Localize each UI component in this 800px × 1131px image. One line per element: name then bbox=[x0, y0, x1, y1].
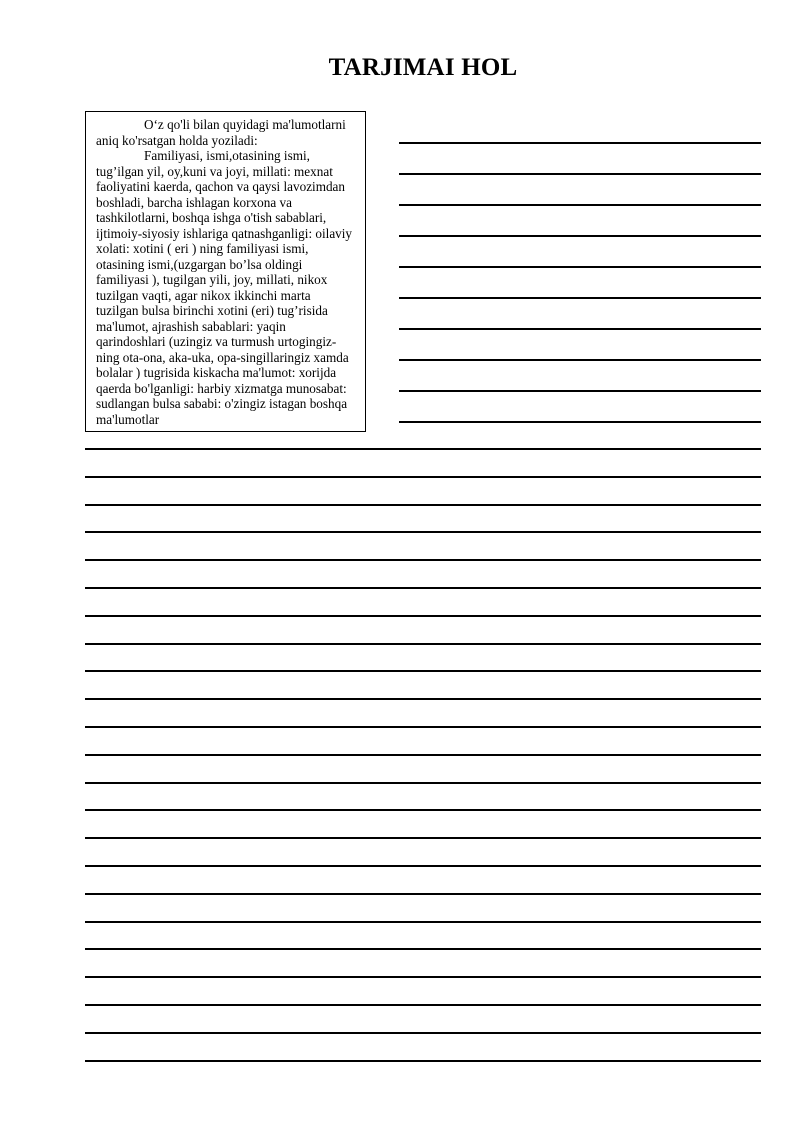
writing-line-full bbox=[85, 1032, 761, 1034]
writing-line-full bbox=[85, 504, 761, 506]
writing-line-full bbox=[85, 615, 761, 617]
writing-line-full bbox=[85, 921, 761, 923]
writing-line-full bbox=[85, 531, 761, 533]
writing-line-short bbox=[399, 235, 761, 237]
writing-line-short bbox=[399, 297, 761, 299]
writing-line-full bbox=[85, 865, 761, 867]
instruction-paragraph-1: O‘z qo'li bilan quyidagi ma'lumotlarni aniq ko'rsatgan holda yoziladi: bbox=[96, 117, 346, 148]
writing-line-short bbox=[399, 142, 761, 144]
writing-line-short bbox=[399, 359, 761, 361]
writing-line-full bbox=[85, 698, 761, 700]
writing-line-full bbox=[85, 1060, 761, 1062]
writing-line-full bbox=[85, 809, 761, 811]
writing-line-full bbox=[85, 587, 761, 589]
writing-line-full bbox=[85, 754, 761, 756]
writing-line-full bbox=[85, 837, 761, 839]
writing-line-short bbox=[399, 421, 761, 423]
writing-line-full bbox=[85, 670, 761, 672]
page-title: TARJIMAI HOL bbox=[328, 54, 518, 81]
writing-line-full bbox=[85, 559, 761, 561]
writing-line-full bbox=[85, 782, 761, 784]
writing-line-full bbox=[85, 448, 761, 450]
writing-line-short bbox=[399, 266, 761, 268]
writing-line-full bbox=[85, 948, 761, 950]
writing-line-full bbox=[85, 643, 761, 645]
writing-line-full bbox=[85, 726, 761, 728]
instruction-paragraph-2: Familiyasi, ismi,otasining ismi, tug’ilgan yil, oy,kuni va joyi, millati: mexnat faoliyatini kaerda, qachon va qaysi lavozimdan boshladi, barcha ishlagan korxona va tashkilotlarni, boshqa ishga o'tish sabablari, ijtimoiy-siyosiy ishlariga qatnashganligi: oilaviy xolati: xotini ( eri ) ning familiyasi ismi, otasining ismi,(uzgargan bo’lsa oldingi familiyasi ), tugilgan yili, joy, millati, nikox tuzilgan vaqti, agar nikox ikkinchi marta tuzilgan bulsa birinchi xotini (eri) tug’risida ma'lumot, ajrashish sabablari: yaqin qarindoshlari (uzingiz va turmush urtogingiz-ning ota-ona, aka-uka, opa-singillaringiz xamda bolalar ) tugrisida kiskacha ma'lumot: xorijda qaerda bo'lganligi: harbiy xizmatga munosabat: sudlangan bulsa sababi: o'zingiz istagan boshqa ma'lumotlar bbox=[96, 148, 353, 427]
writing-line-full bbox=[85, 893, 761, 895]
writing-line-short bbox=[399, 204, 761, 206]
writing-line-short bbox=[399, 328, 761, 330]
writing-line-full bbox=[85, 476, 761, 478]
writing-line-short bbox=[399, 173, 761, 175]
writing-line-short bbox=[399, 390, 761, 392]
instruction-box bbox=[85, 111, 366, 432]
writing-line-full bbox=[85, 1004, 761, 1006]
writing-line-full bbox=[85, 976, 761, 978]
